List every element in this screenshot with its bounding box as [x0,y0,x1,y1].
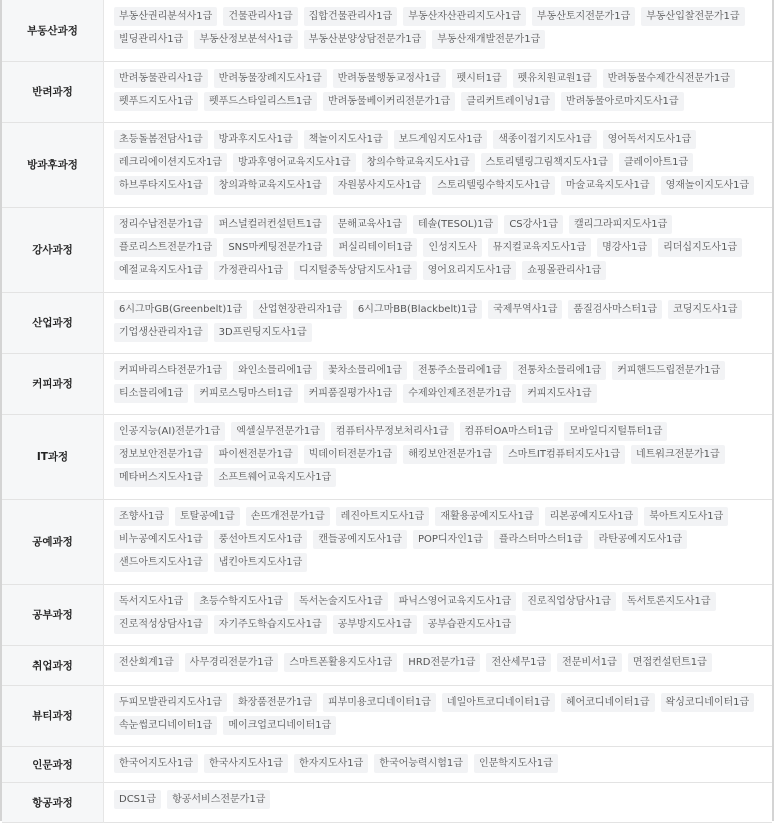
certificate-tag-link[interactable]: 컴퓨터OA마스터1급 [460,422,559,441]
category-row [2,746,772,782]
certificate-tag-link[interactable]: 부동산토지전문가1급 [532,7,635,26]
certificate-tag-link[interactable]: 품질검사마스터1급 [568,300,662,319]
certificate-tag-link[interactable]: 반려동물수제간식전문가1급 [603,69,735,88]
category-items [104,353,773,414]
certificate-tag-link[interactable]: 화장품전문가1급 [233,693,317,712]
certificate-tag-link[interactable]: 티소믈리에1급 [114,384,188,403]
certificate-tag-link[interactable]: 부동산권리분석사1급 [114,7,217,26]
certificate-tag-link[interactable]: 기업생산관리자1급 [114,323,208,342]
certificate-tag-link[interactable]: 부동산분양상담전문가1급 [304,30,427,49]
certificate-tag-link[interactable]: 한국어능력시험1급 [374,754,468,773]
certificate-tag-link[interactable]: 엑셀실무전문가1급 [231,422,325,441]
category-row [2,0,772,61]
certificate-tag-link[interactable]: 반려동물관리사1급 [114,69,208,88]
certificate-tag-link[interactable]: 커피핸드드립전문가1급 [612,361,725,380]
certificate-tag-link[interactable]: 해킹보안전문가1급 [403,445,497,464]
certificate-tag-link[interactable]: 공부방지도사1급 [333,615,417,634]
category-title: 공예과정 [2,499,104,584]
certificate-tag-link[interactable]: 클레이아트1급 [619,153,693,172]
tag-list [114,653,766,676]
certificate-tag-link[interactable]: 플로리스트전문가1급 [114,238,217,257]
certificate-tag-link[interactable]: 집합건물관리사1급 [304,7,398,26]
certificate-tag-link[interactable]: 재활용공예지도사1급 [435,507,538,526]
certificate-tag-link[interactable]: 3D프린팅지도사1급 [214,323,312,342]
certificate-tag-link[interactable]: CS강사1급 [504,215,563,234]
certificate-tag-link[interactable]: 메이크업코디네이터1급 [223,716,336,735]
category-title: IT과정 [2,414,104,499]
certificate-tag-link[interactable]: 샌드아트지도사1급 [114,553,208,572]
certificate-tag-link[interactable]: 하브루타지도사1급 [114,176,208,195]
certificate-tag-link[interactable]: 소프트웨어교육지도사1급 [214,468,337,487]
category-row [2,584,772,645]
tag-list [114,300,766,346]
certificate-tag-link[interactable]: 스마트폰활용지도사1급 [284,653,397,672]
certificate-tag-link[interactable]: DCS1급 [114,790,161,809]
certificate-tag-link[interactable]: 부동산재개발전문가1급 [432,30,545,49]
category-title: 부동산과정 [2,0,104,61]
certificate-tag-link[interactable]: 펫유치원교원1급 [513,69,597,88]
certificate-tag-link[interactable]: 초등수학지도사1급 [194,592,288,611]
category-row [2,414,772,499]
certificate-tag-link[interactable]: 한국어지도사1급 [114,754,198,773]
certificate-tag-link[interactable]: 6시그마GB(Greenbelt)1급 [114,300,247,319]
certificate-tag-link[interactable]: 헤어코디네이터1급 [561,693,655,712]
certificate-tag-link[interactable]: 리더십지도사1급 [658,238,742,257]
certificate-tag-link[interactable]: 스토리텔링수학지도사1급 [432,176,555,195]
certificate-tag-link[interactable]: 뮤지컬교육지도사1급 [488,238,591,257]
certificate-tag-link[interactable]: 커피로스팅마스터1급 [194,384,297,403]
certificate-tag-link[interactable]: 책놀이지도사1급 [304,130,388,149]
category-row [2,122,772,207]
certificate-tag-link[interactable]: 풍선아트지도사1급 [214,530,308,549]
category-items [104,0,773,61]
certificate-tag-link[interactable]: 독서지도사1급 [114,592,188,611]
certificate-tag-link[interactable]: 전문비서1급 [557,653,622,672]
certificate-tag-link[interactable]: 인성지도사 [423,238,481,257]
certificate-tag-link[interactable]: 캔들공예지도사1급 [313,530,407,549]
category-title: 산업과정 [2,292,104,353]
tag-list [114,592,766,638]
certificate-tag-link[interactable]: 속눈썹코디네이터1급 [114,716,217,735]
certificate-tag-link[interactable]: 한국사지도사1급 [204,754,288,773]
tag-list [114,507,766,576]
category-items [104,292,773,353]
certificate-tag-link[interactable]: 국제무역사1급 [488,300,562,319]
certificate-tag-link[interactable]: 반려동물아로마지도사1급 [561,92,684,111]
certificate-tag-link[interactable]: SNS마케팅전문가1급 [223,238,327,257]
certificate-tag-link[interactable]: 영어독서지도사1급 [603,130,697,149]
certificate-tag-link[interactable]: 공부습관지도사1급 [423,615,517,634]
certificate-tag-link[interactable]: 보드게임지도사1급 [394,130,488,149]
certificate-tag-link[interactable]: 전산회계1급 [114,653,179,672]
certificate-tag-link[interactable]: 스토리텔링그림책지도사1급 [481,153,613,172]
tag-list [114,361,766,407]
tag-list [114,215,766,284]
certificate-tag-link[interactable]: 사무경리전문가1급 [185,653,279,672]
category-row [2,782,772,822]
certificate-tag-link[interactable]: 창의수학교육지도사1급 [362,153,475,172]
category-title: 공부과정 [2,584,104,645]
certificate-tag-link[interactable]: 건물관리사1급 [223,7,297,26]
certificate-tag-link[interactable]: 반려동물행동교정사1급 [333,69,446,88]
category-items [104,61,773,122]
category-items [104,414,773,499]
certificate-tag-link[interactable]: 전통주소믈리에1급 [413,361,507,380]
certificate-tag-link[interactable]: 비누공예지도사1급 [114,530,208,549]
certificate-tag-link[interactable]: 테솔(TESOL)1급 [413,215,498,234]
certificate-tag-link[interactable]: 초등돌봄전담사1급 [114,130,208,149]
certificate-tag-link[interactable]: 메타버스지도사1급 [114,468,208,487]
category-title: 취업과정 [2,645,104,685]
certificate-tag-link[interactable]: 예절교육지도사1급 [114,261,208,280]
certificate-tag-link[interactable]: 반려동물베이커리전문가1급 [323,92,455,111]
certificate-tag-link[interactable]: 6시그마BB(Blackbelt)1급 [353,300,482,319]
certificate-tag-link[interactable]: 왁싱코디네이터1급 [661,693,755,712]
certificate-tag-link[interactable]: 커피지도사1급 [522,384,596,403]
category-row [2,685,772,746]
category-row [2,207,772,292]
category-row [2,353,772,414]
certificate-tag-link[interactable]: HRD전문가1급 [403,653,480,672]
certificate-tag-link[interactable]: 파닉스영어교육지도사1급 [394,592,517,611]
category-items [104,207,773,292]
certificate-tag-link[interactable]: 손뜨개전문가1급 [246,507,330,526]
certificate-tag-link[interactable]: 플라스터마스터1급 [494,530,588,549]
certificate-tag-link[interactable]: 부동산정보분석사1급 [194,30,297,49]
tag-list [114,69,766,115]
certificate-tag-link[interactable]: 부동산입찰전문가1급 [641,7,744,26]
certificate-tag-link[interactable]: 커피품질평가사1급 [304,384,398,403]
tag-list [114,130,766,199]
certificate-tag-link[interactable]: 리본공예지도사1급 [545,507,639,526]
category-title: 강사과정 [2,207,104,292]
certificate-tag-link[interactable]: 부동산자산관리지도사1급 [403,7,526,26]
certificate-tag-link[interactable]: 네일아트코디네이터1급 [442,693,555,712]
certificate-tag-link[interactable]: 수제와인제조전문가1급 [403,384,516,403]
certificate-tag-link[interactable]: 컴퓨터사무정보처리사1급 [331,422,454,441]
certificate-tag-link[interactable]: 냅킨아트지도사1급 [214,553,308,572]
certificate-tag-link[interactable]: 코딩지도사1급 [668,300,742,319]
certificate-tag-link[interactable]: 진로직업상담사1급 [522,592,616,611]
tag-list [114,693,766,739]
category-title: 방과후과정 [2,122,104,207]
certificate-tag-link[interactable]: 영어요리지도사1급 [423,261,517,280]
category-title: 반려과정 [2,61,104,122]
category-items [104,685,773,746]
certificate-tag-link[interactable]: 방과후영어교육지도사1급 [233,153,356,172]
certificate-tag-link[interactable]: 두피모발관리지도사1급 [114,693,227,712]
certificate-tag-link[interactable]: 창의과학교육지도사1급 [214,176,327,195]
certificate-tag-link[interactable]: 꽃차소믈리에1급 [323,361,407,380]
certificate-tag-link[interactable]: 디지털중독상담지도사1급 [294,261,417,280]
certificate-tag-link[interactable]: 자원봉사지도사1급 [333,176,427,195]
category-items [104,782,773,822]
category-title: 인문과정 [2,746,104,782]
certificate-tag-link[interactable]: 인문학지도사1급 [474,754,558,773]
tag-list [114,7,766,53]
certificate-tag-link[interactable]: 한자지도사1급 [294,754,368,773]
certificate-tag-link[interactable]: 독서토론지도사1급 [622,592,716,611]
certificate-tag-link[interactable]: 클리커트레이닝1급 [461,92,555,111]
certificate-tag-link[interactable]: 피부미용코디네이터1급 [323,693,436,712]
certificate-tag-link[interactable]: 와인소믈리에1급 [233,361,317,380]
certificate-tag-link[interactable]: 전통차소믈리에1급 [513,361,607,380]
certificate-tag-link[interactable]: 퍼실리테이터1급 [333,238,417,257]
certificate-tag-link[interactable]: 네트워크전문가1급 [631,445,725,464]
certificate-tag-link[interactable]: 인공지능(AI)전문가1급 [114,422,225,441]
category-items [104,645,773,685]
category-items [104,584,773,645]
category-items [104,746,773,782]
certificate-tag-link[interactable]: 반려동물장례지도사1급 [214,69,327,88]
certificate-tag-link[interactable]: 진로적성상담사1급 [114,615,208,634]
certificate-tag-link[interactable]: 전산세무1급 [486,653,551,672]
certificate-tag-link[interactable]: 면접컨설턴트1급 [628,653,712,672]
certificate-tag-link[interactable]: 색종이접기지도사1급 [493,130,596,149]
category-row [2,499,772,584]
certificate-tag-link[interactable]: 라탄공예지도사1급 [594,530,688,549]
certificate-tag-link[interactable]: 정보보안전문가1급 [114,445,208,464]
certificate-tag-link[interactable]: 북아트지도사1급 [644,507,728,526]
category-items [104,499,773,584]
certificate-tag-link[interactable]: 캘리그라피지도사1급 [569,215,672,234]
certificate-tag-link[interactable]: 레크리에이션지도자1급 [114,153,227,172]
category-title: 뷰티과정 [2,685,104,746]
certificate-tag-link[interactable]: 커피바리스타전문가1급 [114,361,227,380]
category-row [2,645,772,685]
certificate-tag-link[interactable]: 빌딩관리사1급 [114,30,188,49]
certificate-tag-link[interactable]: 영재놀이지도사1급 [661,176,755,195]
certificate-tag-link[interactable]: 펫푸드지도사1급 [114,92,198,111]
certificate-tag-link[interactable]: 독서논술지도사1급 [294,592,388,611]
category-items [104,122,773,207]
certificate-tag-link[interactable]: 파이썬전문가1급 [214,445,298,464]
certificate-tag-link[interactable]: 조향사1급 [114,507,169,526]
category-title: 커피과정 [2,353,104,414]
certificate-tag-link[interactable]: 쇼핑몰관리사1급 [522,261,606,280]
certificate-tag-link[interactable]: 토탈공예1급 [175,507,240,526]
certificate-tag-link[interactable]: 빅데이터전문가1급 [304,445,398,464]
certificate-tag-link[interactable]: POP디자인1급 [413,530,488,549]
certificate-tag-link[interactable]: 명강사1급 [597,238,652,257]
category-title: 항공과정 [2,782,104,822]
tag-list [114,754,766,777]
category-row [2,292,772,353]
category-table [2,0,772,823]
certificate-tag-link[interactable]: 펫푸드스타일리스트1급 [204,92,317,111]
certificate-tag-link[interactable]: 가정관리사1급 [214,261,288,280]
certificate-tag-link[interactable]: 문해교육사1급 [333,215,407,234]
tag-list [114,790,766,813]
certificate-tag-link[interactable]: 항공서비스전문가1급 [167,790,270,809]
certificate-tag-link[interactable]: 방과후지도사1급 [214,130,298,149]
certificate-tag-link[interactable]: 산업현장관리자1급 [253,300,347,319]
certificate-tag-link[interactable]: 자기주도학습지도사1급 [214,615,327,634]
certificate-tag-link[interactable]: 정리수납전문가1급 [114,215,208,234]
certificate-tag-link[interactable]: 펫시터1급 [452,69,507,88]
certificate-tag-link[interactable]: 모바일디지털튜터1급 [564,422,667,441]
certificate-tag-link[interactable]: 레진아트지도사1급 [336,507,430,526]
certificate-tag-link[interactable]: 퍼스널컬러컨설턴트1급 [214,215,327,234]
certificate-tag-link[interactable]: 스마트IT컴퓨터지도사1급 [503,445,625,464]
category-row [2,61,772,122]
tag-list [114,422,766,491]
certificate-tag-link[interactable]: 마술교육지도사1급 [561,176,655,195]
